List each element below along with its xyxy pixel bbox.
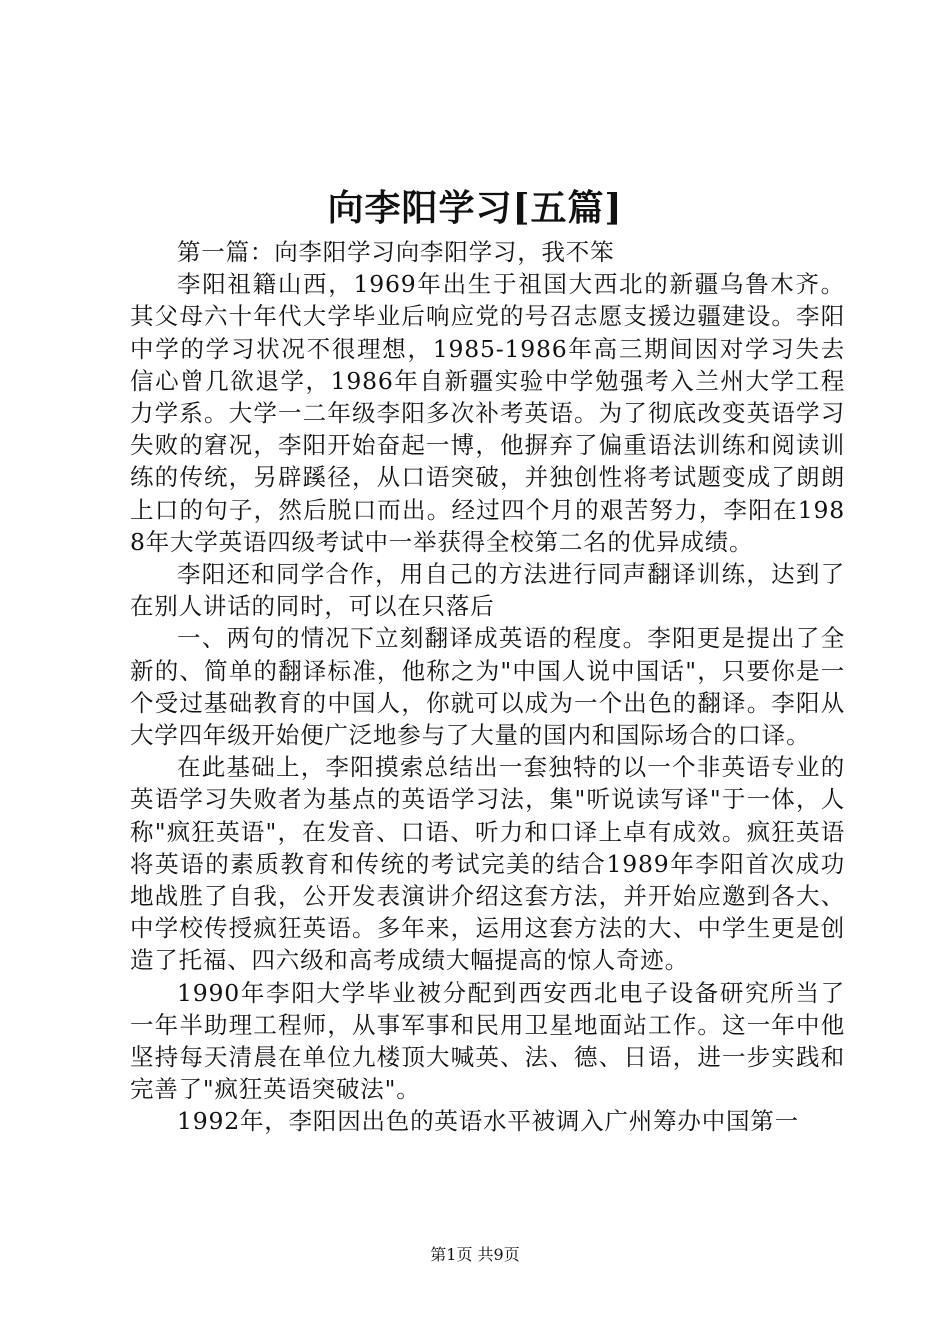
page-footer: 第1页 共9页 <box>430 1245 520 1264</box>
paragraph: 一、两句的情况下立刻翻译成英语的程度。李阳更是提出了全新的、简单的翻译标准，他称之为"中国人说中国话"，只要你是一个受过基础教育的中国人，你就可以成为一个出色的翻译。李阳从大学四年级开始便广泛地参与了大量的国内和国际场合的口译。 <box>130 624 845 750</box>
paragraph: 李阳还和同学合作，用自己的方法进行同声翻译训练，达到了在别人讲话的同时，可以在只落后 <box>130 560 845 621</box>
paragraph: 1990年李阳大学毕业被分配到西安西北电子设备研究所当了一年半助理工程师，从事军事和民用卫星地面站工作。这一年中他坚持每天清晨在单位九楼顶大喊英、法、德、日语，进一步实践和完善了"疯狂英语突破法"。 <box>130 978 845 1104</box>
paragraph: 1992年，李阳因出色的英语水平被调入广州筹办中国第一 <box>177 1107 799 1136</box>
document-title: 向李阳学习[五篇] <box>327 187 623 229</box>
paragraph-heading: 第一篇：向李阳学习向李阳学习，我不笨 <box>177 238 615 266</box>
document-body <box>130 236 845 1138</box>
paragraph: 李阳祖籍山西，1969年出生于祖国大西北的新疆乌鲁木齐。其父母六十年代大学毕业后响应党的号召志愿支援边疆建设。李阳中学的学习状况不很理想，1985-1986年高三期间因对学习失去信心曾几欲退学，1986年自新疆实验中学勉强考入兰州大学工程力学系。大学一二年级李阳多次补考英语。为了彻底改变英语学习失败的窘况，李阳开始奋起一博，他摒弃了偏重语法训练和阅读训练的传统，另辟蹊径，从口语突破，并独创性将考试题变成了朗朗上口的句子，然后脱口而出。经过四个月的艰苦努力，李阳在1988年大学英语四级考试中一举获得全校第二名的优异成绩。 <box>130 270 845 556</box>
paragraph: 在此基础上，李阳摸索总结出一套独特的以一个非英语专业的英语学习失败者为基点的英语学习法，集"听说读写译"于一体，人称"疯狂英语"，在发音、口语、听力和口译上卓有成效。疯狂英语将英语的素质教育和传统的考试完美的结合1989年李阳首次成功地战胜了自我，公开发表演讲介绍这套方法，并开始应邀到各大、中学校传授疯狂英语。多年来，运用这套方法的大、中学生更是创造了托福、四六级和高考成绩大幅提高的惊人奇迹。 <box>130 753 845 975</box>
